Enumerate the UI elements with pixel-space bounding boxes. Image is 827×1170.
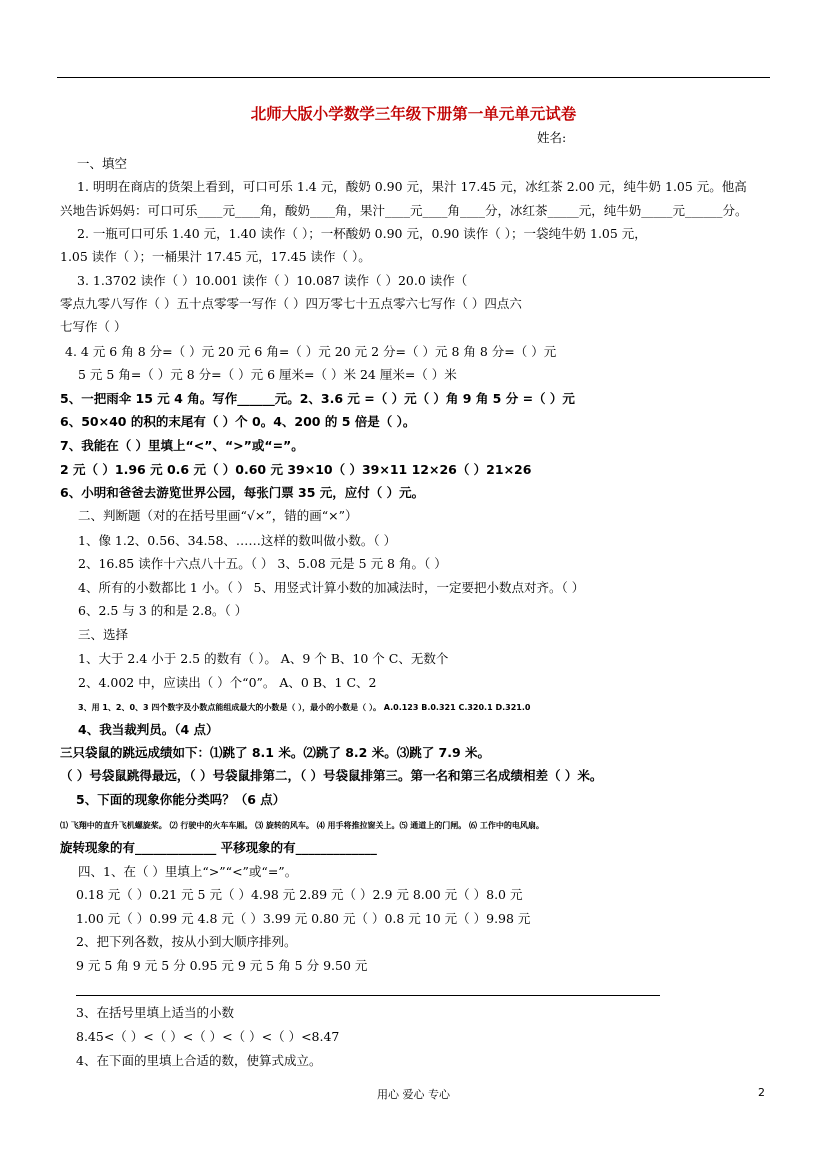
question-line: （ ）号袋鼠跳得最远，（ ）号袋鼠排第二，（ ）号袋鼠排第三。第一名和第三名成绩相差（ ）米。	[60, 768, 603, 783]
question-line: 2、16.85 读作十六点八十五。（ ） 3、5.08 元是 5 元 8 角。（ ）	[78, 556, 447, 571]
answer-line	[76, 995, 660, 996]
question-line: 零点九零八写作（ ）五十点零零一写作（ ）四万零七十五点零六七写作（ ）四点六	[60, 296, 522, 311]
question-line: 6、小明和爸爸去游览世界公园，每张门票 35 元，应付（ ）元。	[60, 485, 425, 500]
question-line: 5 元 5 角=（ ）元 8 分=（ ）元 6 厘米=（ ）米 24 厘米=（ ）米	[78, 367, 457, 382]
question-line: 旋转现象的有_____________ 平移现象的有_____________	[60, 840, 377, 855]
question-line: 1.05 读作（ ）；一桶果汁 17.45 元，17.45 读作（ ）。	[60, 249, 371, 264]
question-line: ⑴ 飞翔中的直升飞机螺旋桨。 ⑵ 行驶中的火车车厢。 ⑶ 旋转的风车。 ⑷ 用手将推拉窗关上。⑸ 通道上的门闸。 ⑹ 工作中的电风扇。	[60, 821, 544, 830]
section-heading: 三、选择	[78, 627, 129, 642]
question-line: 1. 明明在商店的货架上看到，可口可乐 1.4 元，酸奶 0.90 元，果汁 17.45 元，冰红茶 2.00 元，纯牛奶 1.05 元。他高	[77, 179, 747, 194]
question-line: 1.00 元（ ）0.99 元 4.8 元（ ）3.99 元 0.80 元（ ）0.8 元 10 元（ ）9.98 元	[76, 911, 531, 926]
question-line: 0.18 元（ ）0.21 元 5 元（ ）4.98 元 2.89 元（ ）2.9 元 8.00 元（ ）8.0 元	[76, 887, 523, 902]
header-rule	[57, 77, 770, 78]
question-line: 2、把下列各数，按从小到大顺序排列。	[76, 934, 297, 949]
question-line: 9 元 5 角 9 元 5 分 0.95 元 9 元 5 角 5 分 9.50 元	[76, 958, 368, 973]
question-line: 三只袋鼠的跳远成绩如下：⑴跳了 8.1 米。⑵跳了 8.2 米。⑶跳了 7.9 米。	[60, 745, 491, 760]
question-line: 2、4.002 中，应读出（ ）个“0”。 A、0 B、1 C、2	[78, 675, 377, 690]
question-line: 4. 4 元 6 角 8 分=（ ）元 20 元 6 角=（ ）元 20 元 2 分=（ ）元 8 角 8 分=（ ）元	[65, 344, 557, 359]
section-heading: 一、填空	[77, 156, 128, 171]
name-label: 姓名:	[537, 130, 567, 145]
section-heading: 二、判断题（对的在括号里画“√×”，错的画“×”）	[78, 508, 358, 523]
question-line: 6、2.5 与 3 的和是 2.8。（ ）	[78, 603, 248, 618]
question-line: 4、我当裁判员。（4 点）	[78, 722, 219, 737]
page-footer: 用心 爱心 专心	[377, 1088, 450, 1101]
question-line: 7、我能在（ ）里填上“<”、“>”或“=”。	[60, 438, 304, 453]
question-line: 5、一把雨伞 15 元 4 角。写作______元。2、3.6 元 =（ ）元（ ）角 9 角 5 分 =（ ）元	[60, 391, 575, 406]
question-line: 七写作（ ）	[60, 319, 127, 334]
question-line: 2. 一瓶可口可乐 1.40 元，1.40 读作（ ）；一杯酸奶 0.90 元，0.90 读作（ ）；一袋纯牛奶 1.05 元，	[77, 226, 647, 241]
question-line: 5、下面的现象你能分类吗？（6 点）	[76, 792, 286, 807]
question-line: 4、所有的小数都比 1 小。（ ） 5、用竖式计算小数的加减法时，一定要把小数点对齐。（ ）	[78, 580, 585, 595]
section-heading: 四、1、在（ ）里填上“>”“<”或“=”。	[78, 864, 298, 879]
question-line: 2 元（ ）1.96 元 0.6 元（ ）0.60 元 39×10（ ）39×11 12×26（ ）21×26	[60, 462, 532, 477]
question-line: 3、用 1、2、0、3 四个数字及小数点能组成最大的小数是（ ），最小的小数是（ ）。 A.0.123 B.0.321 C.320.1 D.321.0	[78, 703, 531, 712]
question-line: 1、像 1.2、0.56、34.58、……这样的数叫做小数。（ ）	[78, 533, 397, 548]
page-title: 北师大版小学数学三年级下册第一单元单元试卷	[250, 105, 577, 123]
question-line: 6、50×40 的积的末尾有（ ）个 0。4、200 的 5 倍是（ ）。	[60, 414, 416, 429]
question-line: 4、在下面的里填上合适的数，使算式成立。	[76, 1053, 322, 1068]
question-line: 3、在括号里填上适当的小数	[76, 1005, 234, 1020]
question-line: 3. 1.3702 读作（ ）10.001 读作（ ）10.087 读作（ ）20.0 读作（	[77, 273, 468, 288]
question-line: 1、大于 2.4 小于 2.5 的数有（ ）。 A、9 个 B、10 个 C、无数个	[78, 651, 449, 666]
question-line: 8.45<（ ）<（ ）<（ ）<（ ）<（ ）<8.47	[76, 1029, 340, 1044]
question-line: 兴地告诉妈妈：可口可乐____元____角，酸奶____角，果汁____元____角____分，冰红茶_____元，纯牛奶_____元______分。	[60, 203, 748, 218]
page-number: 2	[758, 1086, 765, 1099]
